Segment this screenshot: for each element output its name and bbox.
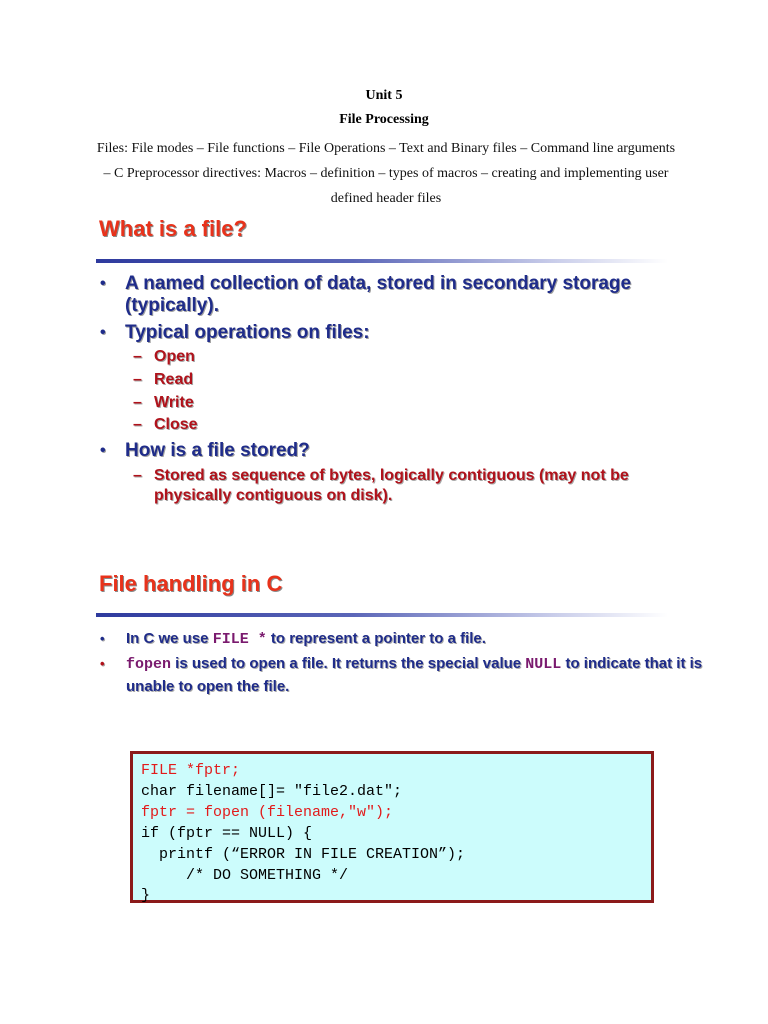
code-line: fptr = fopen (filename,"w"); [141, 804, 394, 821]
bullet-dot-icon: • [100, 656, 105, 671]
slide-title-file-handling: File handling in C [99, 571, 283, 596]
dash-icon: – [133, 348, 142, 365]
code-line: printf (“ERROR IN FILE CREATION”); [141, 846, 466, 863]
op-item-write: – Write [133, 394, 194, 411]
bullet-storage: • How is a file stored? [100, 440, 310, 461]
dash-icon: – [133, 371, 142, 388]
storage-note: – Stored as sequence of bytes, logically contiguous (may not be physically contiguous on disk). [133, 467, 629, 504]
bullet-dot-icon: • [100, 324, 106, 341]
title-underline [96, 613, 668, 617]
code-line: char filename[]= "file2.dat"; [141, 783, 403, 800]
code-null: NULL [525, 656, 562, 673]
title-underline [96, 259, 668, 263]
bullet-dot-icon: • [100, 275, 106, 292]
code-line: if (fptr == NULL) { [141, 825, 313, 842]
dash-icon: – [133, 467, 142, 484]
bullet-definition: • A named collection of data, stored in secondary storage (typically). [100, 273, 632, 316]
op-item-open: – Open [133, 348, 195, 365]
subject-heading: File Processing [339, 112, 429, 127]
bullet-file-pointer: • In C we use FILE * to represent a pointer to a file. [100, 630, 486, 648]
code-block [130, 751, 654, 903]
bullet-operations: • Typical operations on files: [100, 322, 370, 343]
bullet-fopen: • fopen is used to open a file. It returns the special value NULL to indicate that it is unable to open the file. [100, 655, 703, 695]
code-fopen: fopen [126, 656, 172, 673]
bullet-dot-icon: • [100, 442, 106, 459]
code-line: /* DO SOMETHING */ [141, 867, 349, 884]
unit-heading: Unit 5 [365, 88, 403, 103]
slide-title-what-is-file: What is a file? [99, 216, 247, 241]
syllabus-text: Files: File modes – File functions – File Operations – Text and Binary files – Command line arguments – C Preprocessor directives: Macros – definition – types of macros – creating and implementing user defined header files [96, 141, 676, 206]
code-line: FILE *fptr; [141, 762, 241, 779]
dash-icon: – [133, 416, 142, 433]
bullet-dot-icon: • [100, 631, 105, 646]
code-file-star: FILE * [212, 631, 267, 648]
op-item-read: – Read [133, 371, 194, 388]
code-line: } [141, 887, 151, 904]
dash-icon: – [133, 394, 142, 411]
op-item-close: – Close [133, 416, 198, 433]
